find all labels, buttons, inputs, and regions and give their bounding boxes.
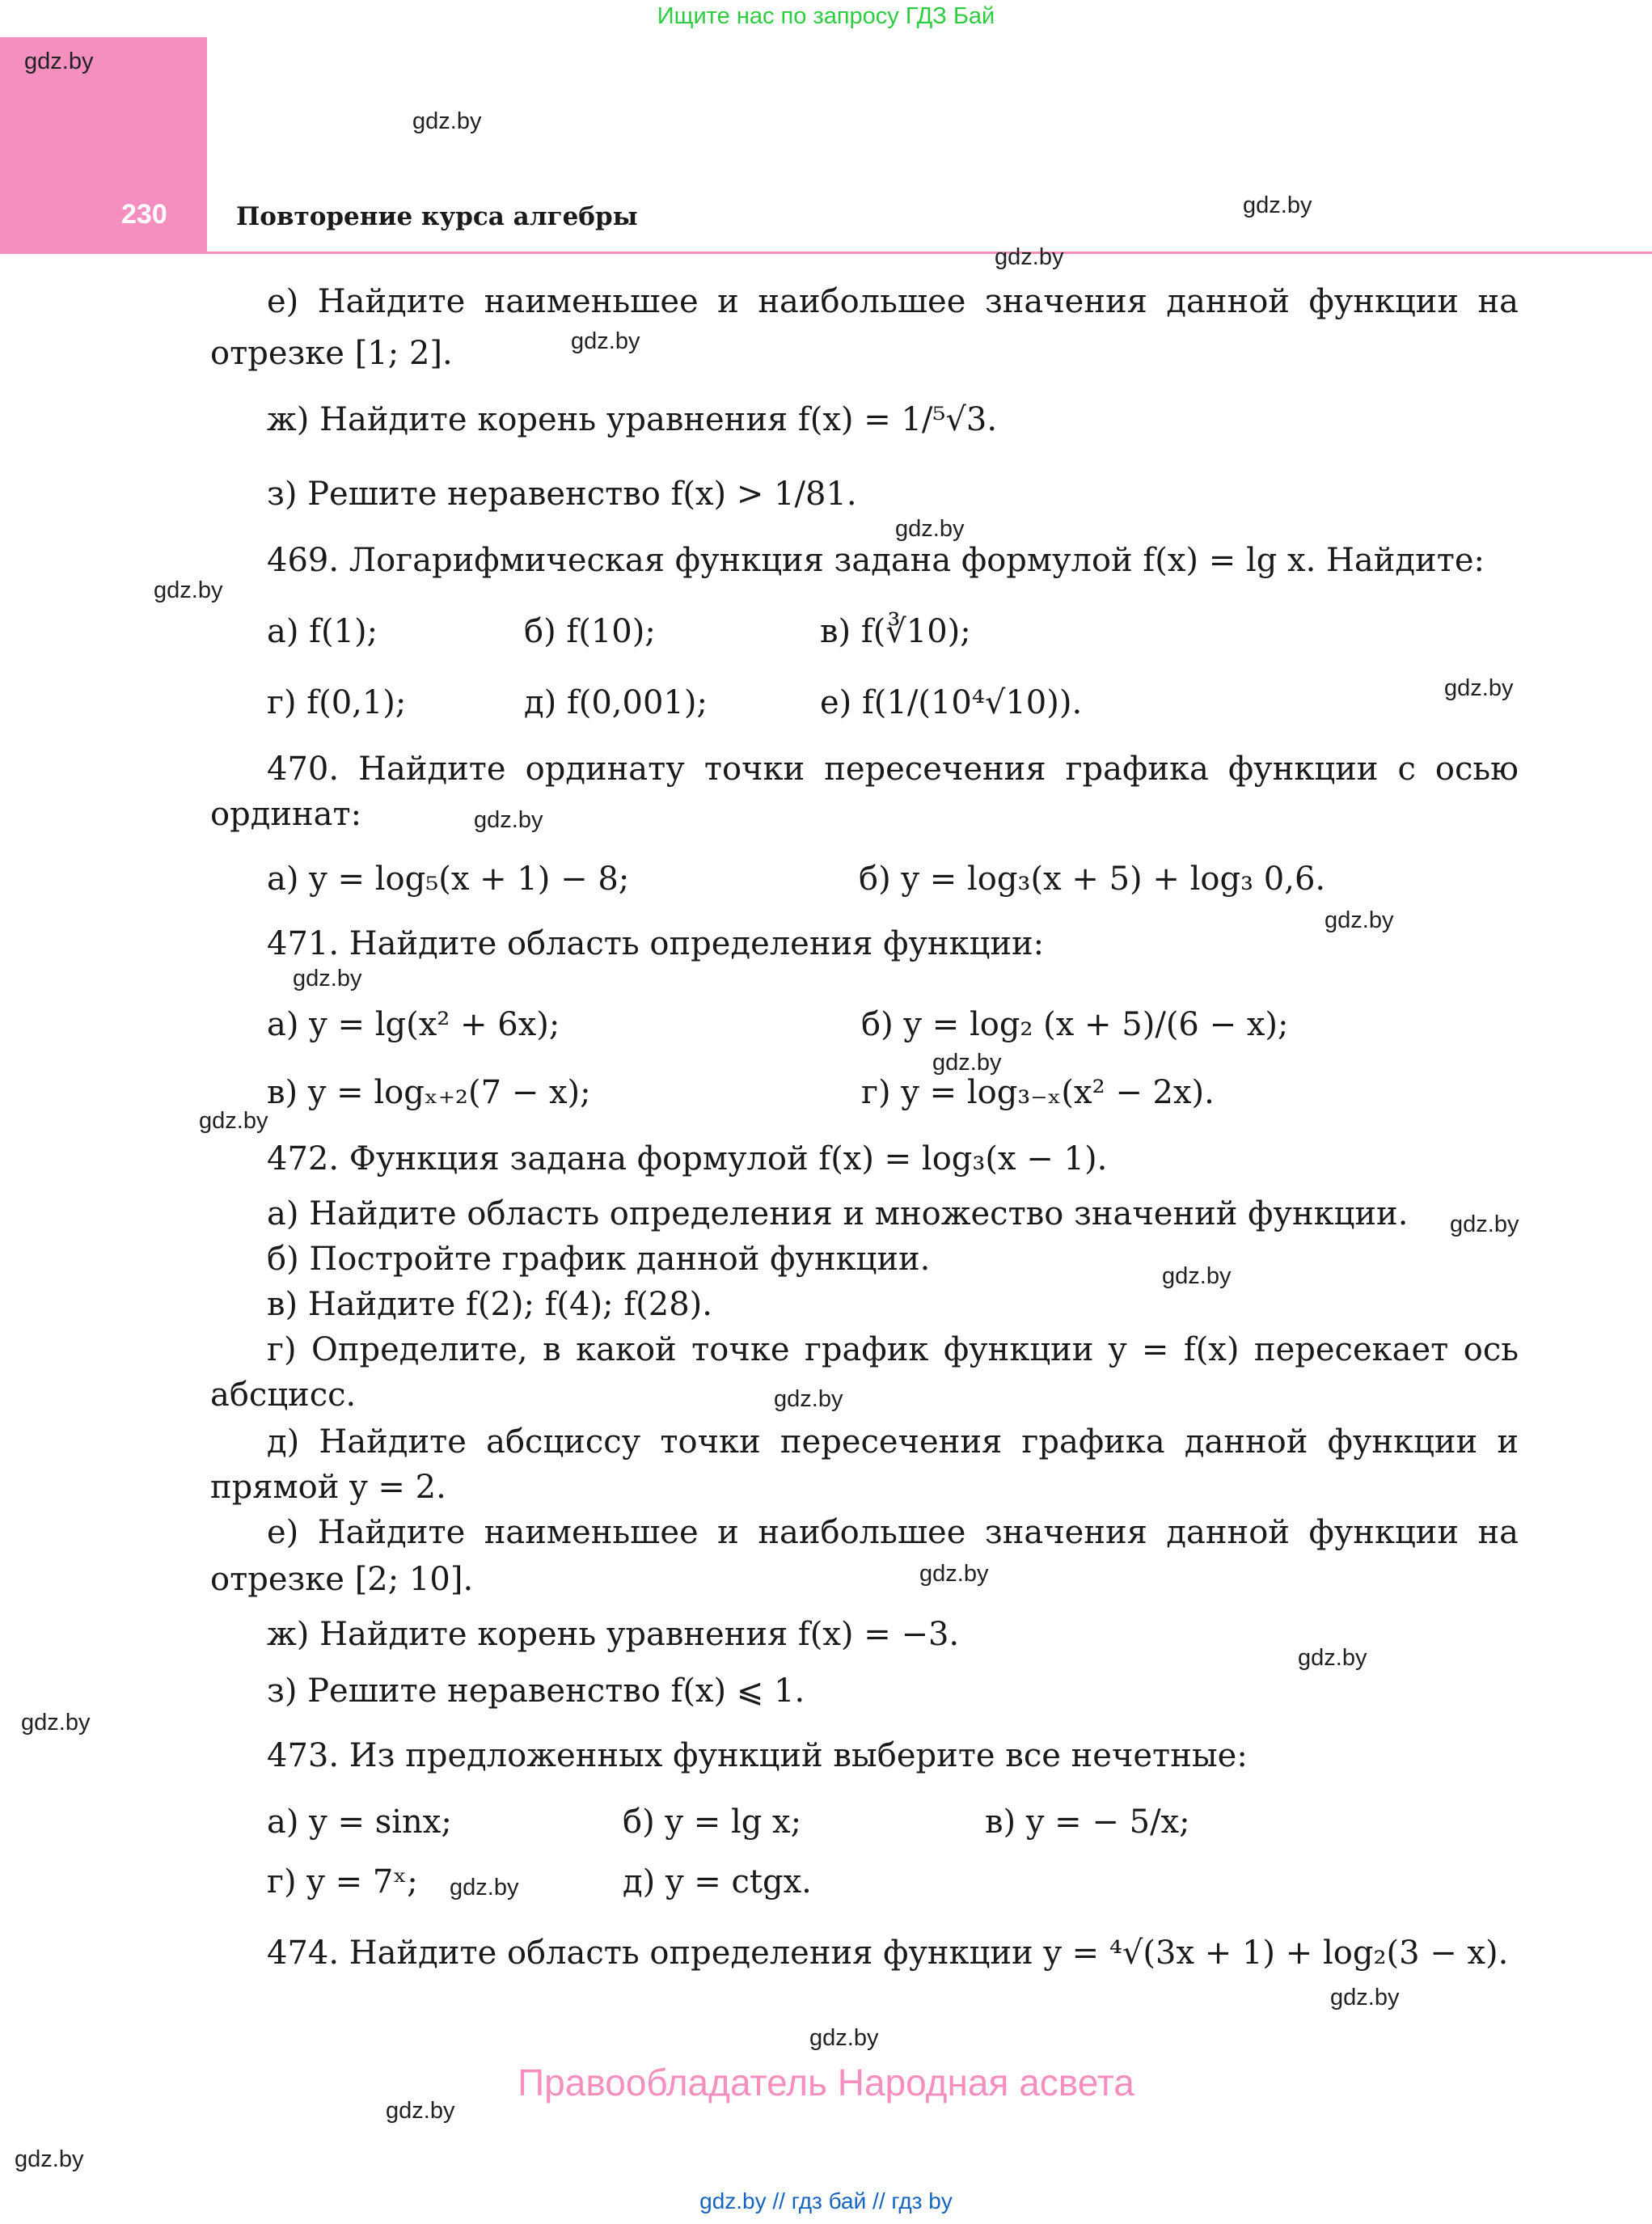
task-473-d: д) y = ctgx. — [623, 1863, 812, 1901]
watermark: gdz.by — [1243, 192, 1312, 218]
task-472-g-line2: абсцисс. — [210, 1376, 357, 1414]
watermark: gdz.by — [809, 2025, 879, 2051]
watermark: gdz.by — [199, 1108, 268, 1134]
task-469-b: б) f(10); — [524, 613, 656, 650]
task-472-d-line1: д) Найдите абсциссу точки пересечения графика данной функции и — [267, 1423, 1519, 1461]
running-header-title: Повторение курса алгебры — [236, 202, 638, 231]
copyright-holder: Правообладатель Народная асвета — [518, 2061, 1134, 2103]
watermark: gdz.by — [895, 516, 965, 542]
task-468-z: з) Решите неравенство f(x) > 1/81. — [267, 476, 857, 513]
task-469-statement: 469. Логарифмическая функция задана формулой f(x) = lg x. Найдите: — [267, 542, 1485, 579]
task-468-zh: ж) Найдите корень уравнения f(x) = 1/⁵√3. — [267, 401, 998, 438]
task-473-statement: 473. Из предложенных функций выберите все нечетные: — [267, 1737, 1248, 1774]
watermark: gdz.by — [24, 49, 94, 74]
task-469-v: в) f(∛10); — [820, 613, 971, 650]
task-469-a: а) f(1); — [267, 613, 378, 650]
watermark: gdz.by — [293, 966, 362, 991]
task-471-statement: 471. Найдите область определения функции: — [267, 925, 1045, 962]
task-472-e-line1: е) Найдите наименьшее и наибольшее значения данной функции на — [267, 1514, 1519, 1551]
task-469-d: д) f(0,001); — [524, 684, 708, 721]
task-469-g: г) f(0,1); — [267, 684, 407, 721]
watermark: gdz.by — [154, 577, 223, 603]
task-470-a: а) y = log₅(x + 1) − 8; — [267, 860, 630, 898]
task-472-a: а) Найдите область определения и множество значений функции. — [267, 1195, 1409, 1233]
page-number: 230 — [121, 199, 167, 230]
watermark: gdz.by — [1450, 1211, 1519, 1237]
search-hint-link[interactable]: Ищите нас по запросу ГДЗ Бай — [657, 3, 995, 29]
watermark: gdz.by — [571, 328, 640, 354]
watermark: gdz.by — [1325, 907, 1394, 933]
task-470-statement-line2: ординат: — [210, 796, 362, 833]
watermark: gdz.by — [386, 2098, 455, 2124]
watermark: gdz.by — [412, 108, 482, 134]
watermark: gdz.by — [919, 1561, 989, 1587]
task-472-v: в) Найдите f(2); f(4); f(28). — [267, 1286, 712, 1323]
task-474-statement: 474. Найдите область определения функции y = ⁴√(3x + 1) + log₂(3 − x). — [267, 1934, 1509, 1972]
task-473-v: в) y = − 5/x; — [985, 1803, 1190, 1841]
task-468-e-line1: е) Найдите наименьшее и наибольшее значения данной функции на — [267, 283, 1519, 320]
task-473-g: г) y = 7ˣ; — [267, 1863, 418, 1901]
task-471-v: в) y = logₓ₊₂(7 − x); — [267, 1074, 591, 1111]
watermark: gdz.by — [932, 1050, 1002, 1076]
task-468-e-line2: отрезке [1; 2]. — [210, 335, 453, 372]
watermark: gdz.by — [474, 807, 543, 833]
task-472-statement: 472. Функция задана формулой f(x) = log₃(x − 1). — [267, 1140, 1108, 1178]
task-470-statement-line1: 470. Найдите ординату точки пересечения графика функции с осью — [267, 750, 1519, 788]
header-rule — [207, 252, 1652, 254]
task-472-g-line1: г) Определите, в какой точке график функции y = f(x) пересекает ось — [267, 1331, 1519, 1368]
task-473-b: б) y = lg x; — [623, 1803, 802, 1841]
watermark: gdz.by — [1444, 675, 1514, 701]
task-473-a: а) y = sinx; — [267, 1803, 452, 1841]
task-471-b: б) y = log₂ (x + 5)/(6 − x); — [861, 1006, 1289, 1043]
task-471-g: г) y = log₃₋ₓ(x² − 2x). — [861, 1074, 1215, 1111]
watermark: gdz.by — [15, 2146, 84, 2172]
watermark: gdz.by — [1162, 1263, 1232, 1289]
task-472-z: з) Решите неравенство f(x) ⩽ 1. — [267, 1672, 805, 1710]
task-472-zh: ж) Найдите корень уравнения f(x) = −3. — [267, 1616, 960, 1653]
watermark: gdz.by — [1298, 1645, 1367, 1671]
task-469-e: е) f(1/(10⁴√10)). — [820, 684, 1083, 721]
footer-links[interactable]: gdz.by // гдз бай // гдз by — [699, 2188, 953, 2213]
task-471-a: а) y = lg(x² + 6x); — [267, 1006, 560, 1043]
task-472-e-line2: отрезке [2; 10]. — [210, 1561, 474, 1598]
watermark: gdz.by — [450, 1875, 519, 1901]
watermark: gdz.by — [995, 244, 1064, 270]
watermark: gdz.by — [774, 1386, 843, 1412]
task-472-b: б) Постройте график данной функции. — [267, 1241, 931, 1278]
watermark: gdz.by — [21, 1710, 91, 1736]
watermark: gdz.by — [1330, 1985, 1400, 2010]
task-470-b: б) y = log₃(x + 5) + log₃ 0,6. — [859, 860, 1326, 898]
task-472-d-line2: прямой y = 2. — [210, 1469, 446, 1506]
